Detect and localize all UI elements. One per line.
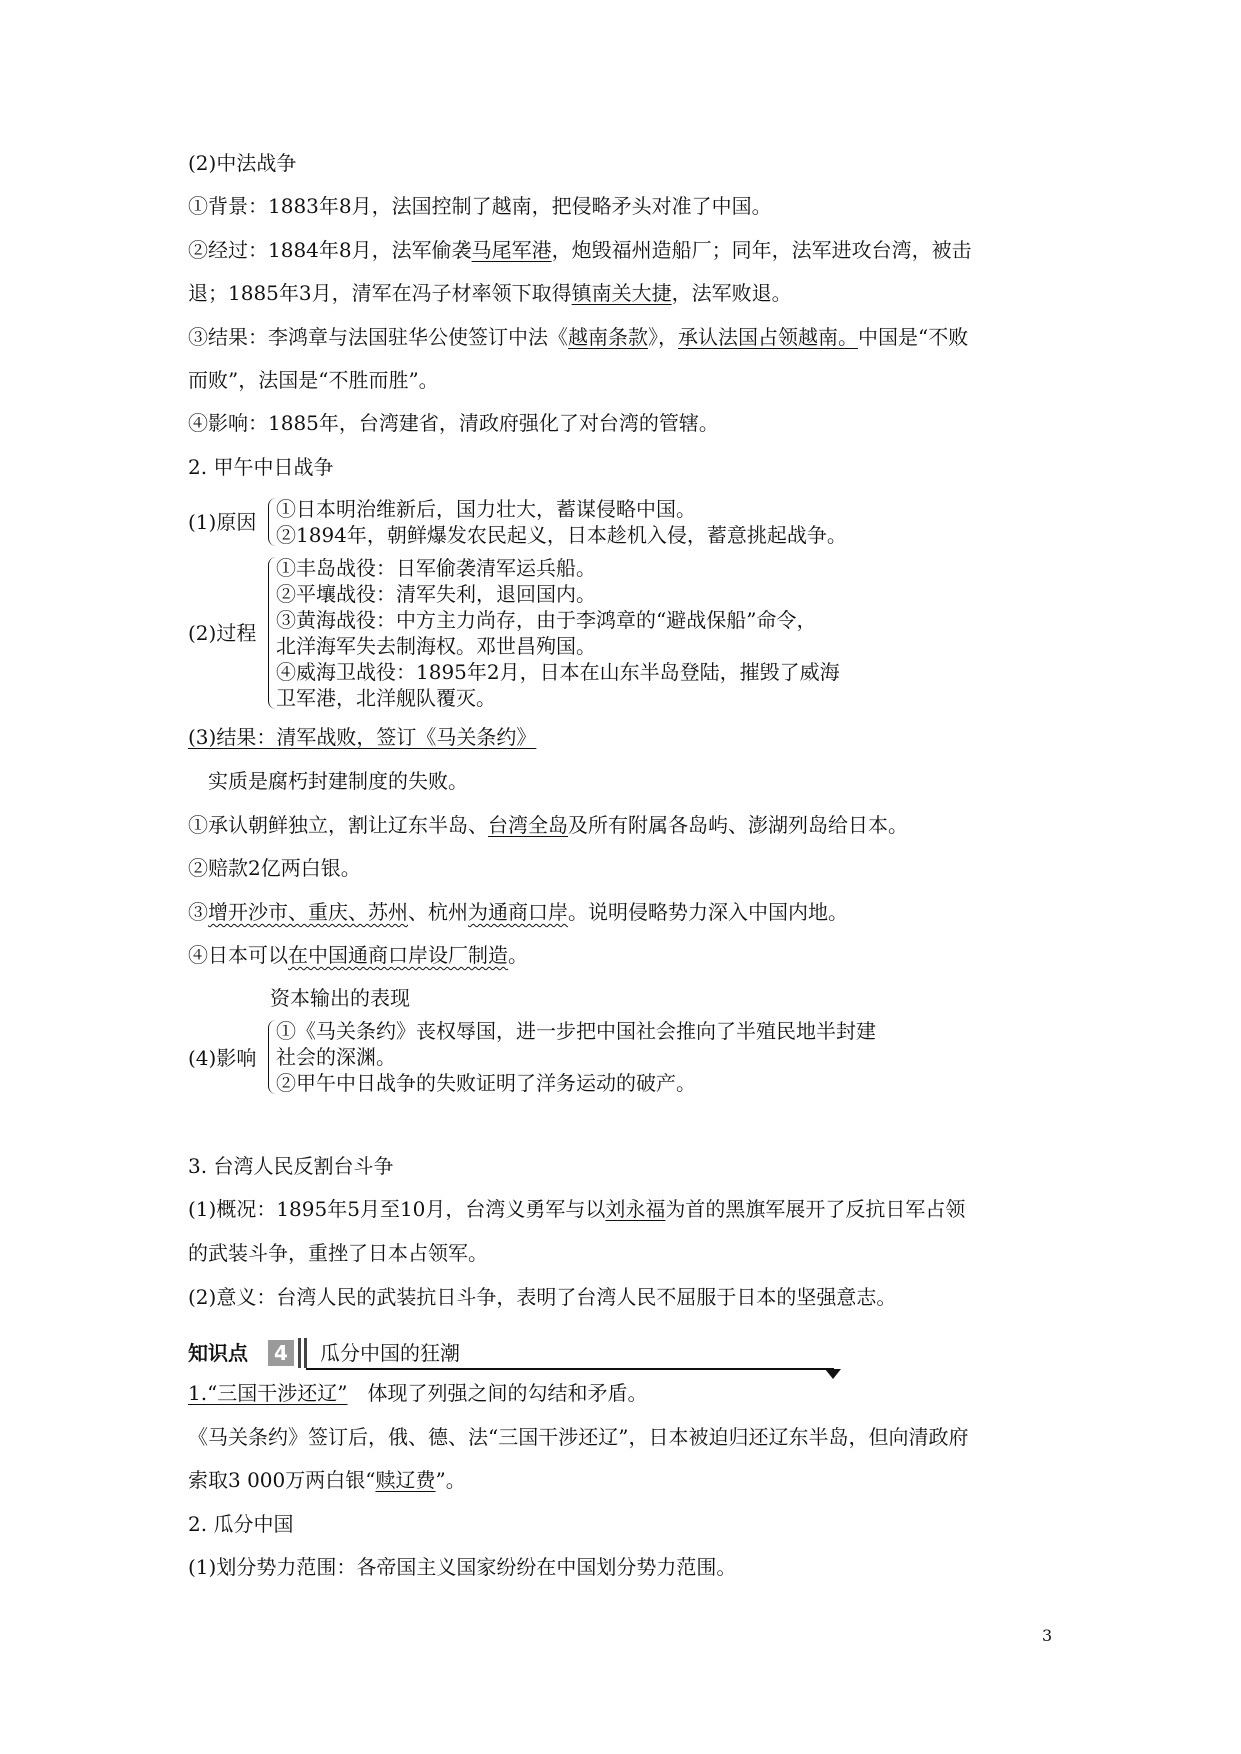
page-number: 3 (1042, 1626, 1053, 1645)
header-rule (306, 1368, 834, 1370)
paragraph: ④日本可以在中国通商口岸设厂制造。 (188, 943, 528, 967)
list-item: ①丰岛战役：日军偷袭清军运兵船。 (276, 556, 596, 580)
list-item: 北洋海军失去制海权。邓世昌殉国。 (276, 634, 596, 658)
section-heading: 2. 甲午中日战争 (188, 455, 334, 479)
paragraph: ②赔款2亿两白银。 (188, 856, 361, 880)
paragraph: (2)意义：台湾人民的武装抗日斗争，表明了台湾人民不屈服于日本的坚强意志。 (188, 1285, 897, 1309)
paragraph: 实质是腐朽封建制度的失败。 (208, 769, 468, 793)
divider (298, 1338, 301, 1368)
brace-label: (2)过程 (188, 621, 257, 645)
knowledge-point-number: 4 (268, 1340, 294, 1366)
brace-lines (276, 496, 847, 548)
knowledge-point-header (188, 1336, 848, 1370)
paragraph: 1.“三国干涉还辽” 体现了列强之间的勾结和矛盾。 (188, 1381, 648, 1405)
paragraph: 而败”，法国是“不胜而胜”。 (188, 368, 439, 392)
paragraph: ①承认朝鲜独立，割让辽东半岛、台湾全岛及所有附属各岛屿、澎湖列岛给日本。 (188, 813, 908, 837)
brace-lines (276, 1018, 876, 1096)
annotation: 资本输出的表现 (270, 986, 410, 1010)
paragraph: (1)划分势力范围：各帝国主义国家纷纷在中国划分势力范围。 (188, 1555, 737, 1579)
list-item: 卫军港，北洋舰队覆灭。 (276, 686, 496, 710)
brace-lines (276, 555, 840, 711)
paragraph: (1)概况：1895年5月至10月，台湾义勇军与以刘永福为首的黑旗军展开了反抗日军占领 (188, 1197, 966, 1221)
list-item: ③黄海战役：中方主力尚存，由于李鸿章的“避战保船”命令， (276, 608, 817, 632)
paragraph: 的武装斗争，重挫了日本占领军。 (188, 1241, 488, 1265)
paragraph: ①背景：1883年8月，法国控制了越南，把侵略矛头对准了中国。 (188, 194, 772, 218)
list-item: ②平壤战役：清军失利，退回国内。 (276, 582, 596, 606)
divider (304, 1338, 307, 1368)
brace-label: (4)影响 (188, 1046, 257, 1070)
paragraph: ②经过：1884年8月，法军偷袭马尾军港，炮毁福州造船厂；同年，法军进攻台湾，被击 (188, 238, 972, 262)
brace-label: (1)原因 (188, 510, 257, 534)
list-item: 社会的深渊。 (276, 1045, 396, 1069)
list-item: ②1894年，朝鲜爆发农民起义，日本趁机入侵，蓄意挑起战争。 (276, 523, 847, 547)
knowledge-point-label: 知识点 (188, 1341, 248, 1365)
list-item: ①《马关条约》丧权辱国，进一步把中国社会推向了半殖民地半封建 (276, 1019, 876, 1043)
paragraph: ④影响：1885年，台湾建省，清政府强化了对台湾的管辖。 (188, 411, 719, 435)
paragraph: 《马关条约》签订后，俄、德、法“三国干涉还辽”，日本被迫归还辽东半岛，但向清政府 (188, 1425, 969, 1449)
result-line: (3)结果：清军战败，签订《马关条约》 (188, 725, 537, 749)
knowledge-point-title: 瓜分中国的狂潮 (320, 1341, 460, 1365)
paragraph: ③增开沙市、重庆、苏州、杭州为通商口岸。说明侵略势力深入中国内地。 (188, 900, 848, 924)
list-item: ①日本明治维新后，国力壮大，蓄谋侵略中国。 (276, 497, 696, 521)
section-heading: 2. 瓜分中国 (188, 1512, 294, 1536)
paragraph: ③结果：李鸿章与法国驻华公使签订中法《越南条款》，承认法国占领越南。中国是“不败 (188, 325, 969, 349)
paragraph: 退；1885年3月，清军在冯子材率领下取得镇南关大捷，法军败退。 (188, 281, 792, 305)
list-item: ④威海卫战役：1895年2月，日本在山东半岛登陆，摧毁了威海 (276, 660, 840, 684)
triangle-down-icon (825, 1369, 841, 1379)
list-item: ②甲午中日战争的失败证明了洋务运动的破产。 (276, 1071, 696, 1095)
section-heading: 3. 台湾人民反割台斗争 (188, 1154, 394, 1178)
section-heading: (2)中法战争 (188, 151, 297, 175)
paragraph: 索取3 000万两白银“赎辽费”。 (188, 1468, 466, 1492)
